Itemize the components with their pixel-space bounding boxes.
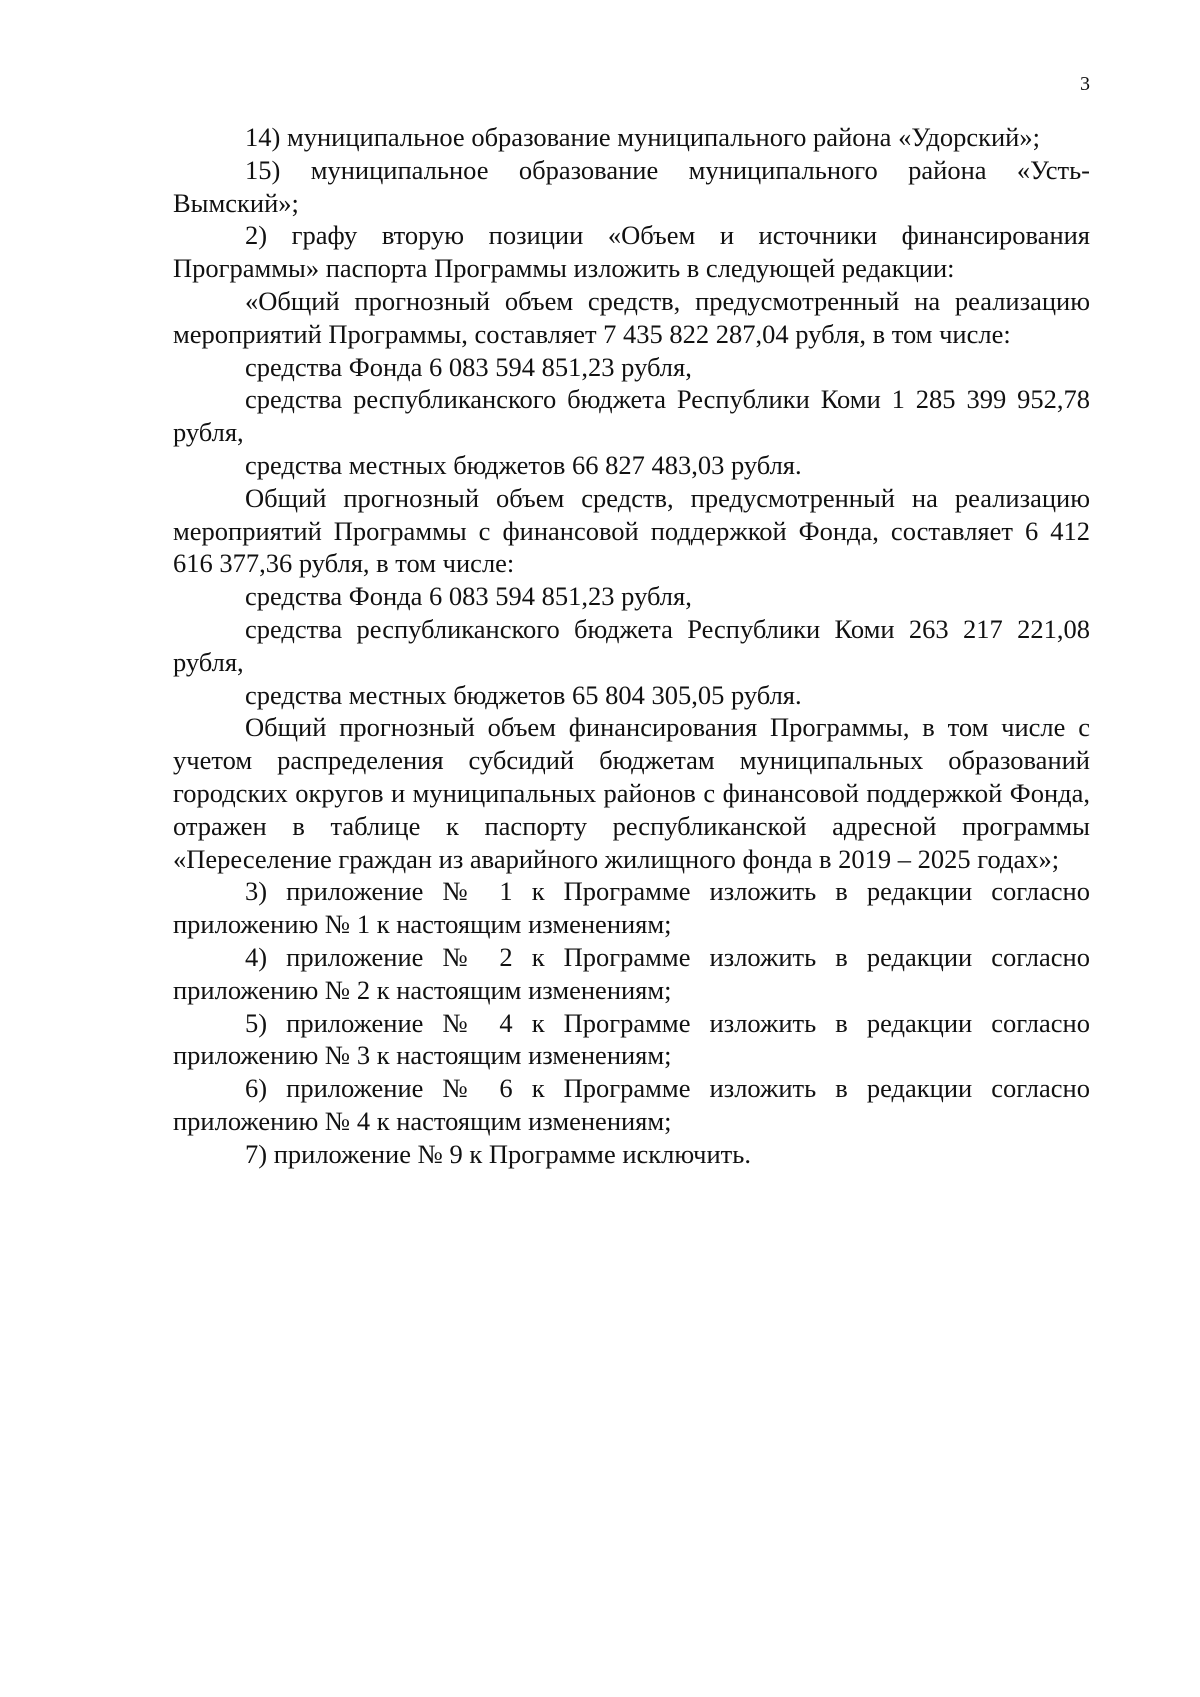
paragraph-financing-table-note: Общий прогнозный объем финансирования Программы, в том числе с учетом распределения субсидий бюджетам муниципальных образований городских округов и муниципальных районов с финансовой поддержкой Фонда, отражен в таблице к паспорту республиканской адресной программы «Переселение граждан из аварийного жилищного фонда в 2019 – 2025 годах»; xyxy=(173,712,1090,874)
paragraph-local-budgets: средства местных бюджетов 66 827 483,03 рубля. xyxy=(245,449,802,480)
paragraph-point-4: 4) приложение № 2 к Программе изложить в редакции согласно приложению № 2 к настоящим изменениям; xyxy=(173,941,1090,1005)
paragraph-point-2: 2) графу вторую позиции «Объем и источники финансирования Программы» паспорта Программы изложить в следующей редакции: xyxy=(173,220,1090,284)
paragraph-total-volume: «Общий прогнозный объем средств, предусмотренный на реализацию мероприятий Программы, составляет 7 435 822 287,04 рубля, в том числе: xyxy=(173,285,1090,349)
paragraph-fund-funds: средства Фонда 6 083 594 851,23 рубля, xyxy=(245,351,692,382)
paragraph-republic-budget-2: средства республиканского бюджета Республики Коми 263 217 221,08 рубля, xyxy=(173,613,1090,677)
paragraph-point-6: 6) приложение № 6 к Программе изложить в редакции согласно приложению № 4 к настоящим изменениям; xyxy=(173,1073,1090,1136)
paragraph-point-7: 7) приложение № 9 к Программе исключить. xyxy=(245,1138,751,1169)
paragraph-point-3: 3) приложение № 1 к Программе изложить в редакции согласно приложению № 1 к настоящим изменениям; xyxy=(173,876,1090,940)
paragraph-fund-supported-volume: Общий прогнозный объем средств, предусмотренный на реализацию мероприятий Программы с финансовой поддержкой Фонда, составляет 6 412 616 377,36 рубля, в том числе: xyxy=(173,482,1090,579)
paragraph-local-budgets-2: средства местных бюджетов 65 804 305,05 рубля. xyxy=(245,679,802,710)
paragraph-fund-funds-2: средства Фонда 6 083 594 851,23 рубля, xyxy=(245,581,692,612)
page-number: 3 xyxy=(1080,73,1090,95)
paragraph-item-15: 15) муниципальное образование муниципального района «Усть-Вымский»; xyxy=(173,154,1090,218)
document-body xyxy=(173,121,1090,1171)
paragraph-republic-budget: средства республиканского бюджета Республики Коми 1 285 399 952,78 рубля, xyxy=(173,384,1090,448)
paragraph-point-5: 5) приложение № 4 к Программе изложить в редакции согласно приложению № 3 к настоящим изменениям; xyxy=(173,1007,1090,1071)
paragraph-item-14: 14) муниципальное образование муниципального района «Удорский»; xyxy=(245,122,1040,152)
